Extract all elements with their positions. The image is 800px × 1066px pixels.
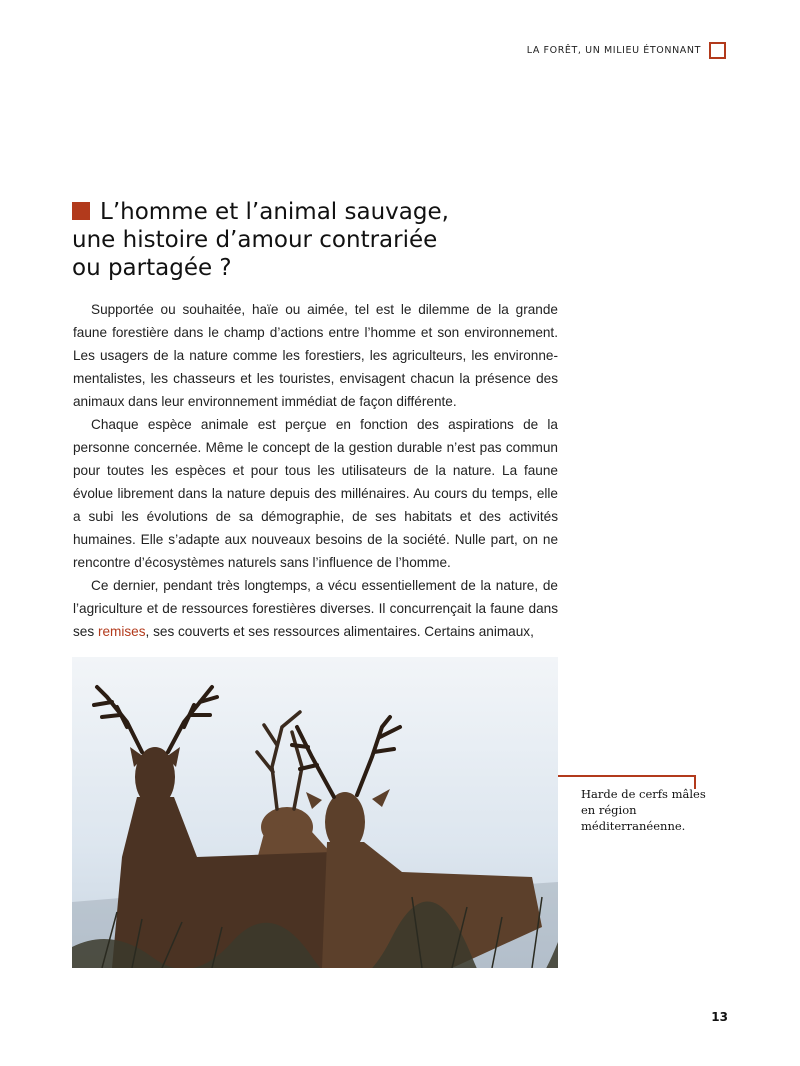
paragraph-1: Supportée ou souhaitée, haïe ou aimée, tel est le dilemme de la grande faune forestière dans le champ d’actions entre l’homme et son environnement. Les usagers de la nature comme les forestiers, les agriculteurs, les environne-mentalistes, les chasseurs et les touristes, envisagent chacun la présence des animaux dans leur environnement immédiat de façon différente.: [73, 302, 558, 409]
deer-photo: [72, 657, 558, 968]
square-bullet-icon: [72, 202, 90, 220]
section-title-line-3: ou partagée ?: [72, 255, 232, 281]
running-header: [527, 42, 726, 59]
figure-caption: Harde de cerfs mâles en région méditerranéenne.: [581, 787, 706, 833]
body-text: [73, 298, 558, 643]
section-title-line-1: L’homme et l’animal sauvage,: [72, 198, 552, 226]
running-title: LA FORÊT, UN MILIEU ÉTONNANT: [526, 45, 701, 56]
paragraph-2: Chaque espèce animale est perçue en fonction des aspirations de la personne concernée. Même le concept de la gestion durable n’est pas commun pour toutes les espèces et pour tous les utilisateurs de la nature. La faune évolue librement dans la nature depuis des millénaires. Au cours du temps, elle a subi les évolutions de sa démographie, de ses habitats et des activités humaines. Elle s’adapte aux nouveaux besoins de la société. Nulle part, on ne rencontre d’écosystèmes naturels sans l’influence de l’homme.: [73, 417, 558, 570]
section-title-line-2: une histoire d’amour contrariée: [72, 227, 438, 253]
glossary-term-remises[interactable]: remises: [97, 624, 146, 639]
section-title: [72, 198, 552, 282]
header-square-icon: [709, 42, 726, 59]
page-number: 13: [711, 1010, 728, 1024]
paragraph-3: Ce dernier, pendant très longtemps, a vécu essentiellement de la nature, de l’agriculture et de ressources forestières diverses. Il concurrençait la faune dans ses remises, ses couverts et ses ressources alimentaires. Certains animaux,: [73, 578, 558, 639]
